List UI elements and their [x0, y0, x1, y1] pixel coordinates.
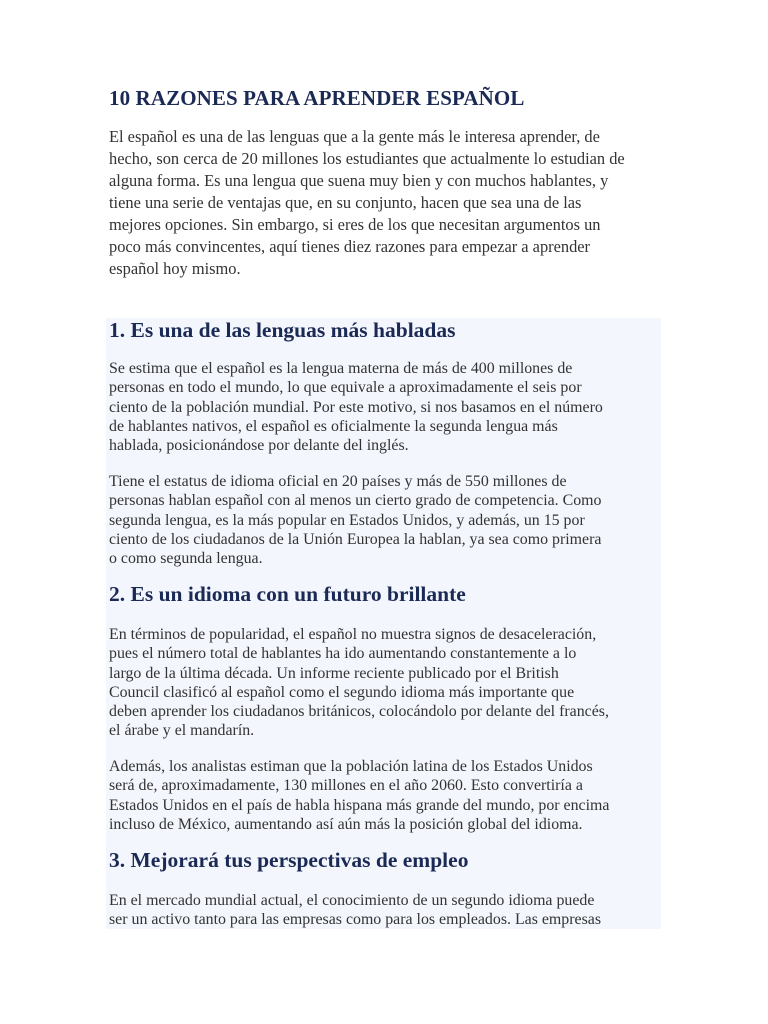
- intro-paragraph: [109, 126, 669, 280]
- text-line: poco más convincentes, aquí tienes diez razones para empezar a aprender: [109, 237, 591, 256]
- text-line: incluso de México, aumentando así aún más la posición global del idioma.: [109, 815, 583, 833]
- document-title: 10 RAZONES PARA APRENDER ESPAÑOL: [109, 86, 525, 110]
- text-line: Council clasificó al español como el segundo idioma más importante que: [109, 683, 575, 701]
- text-line: deben aprender los ciudadanos británicos, colocándolo por delante del francés,: [109, 703, 609, 721]
- text-line: alguna forma. Es una lengua que suena muy bien y con muchos hablantes, y: [109, 171, 609, 190]
- text-line: largo de la última década. Un informe reciente publicado por el British: [109, 664, 559, 682]
- section-2-paragraph-2: [109, 757, 661, 834]
- section-heading-3: 3. Mejorará tus perspectivas de empleo: [109, 848, 469, 872]
- text-line: español hoy mismo.: [109, 259, 241, 278]
- text-line: En el mercado mundial actual, el conocimiento de un segundo idioma puede: [109, 892, 595, 909]
- text-line: En términos de popularidad, el español no muestra signos de desaceleración,: [109, 626, 597, 643]
- text-line: Además, los analistas estiman que la población latina de los Estados Unidos: [109, 758, 593, 775]
- text-line: hablada, posicionándose por delante del inglés.: [109, 437, 409, 455]
- text-line: pues el número total de hablantes ha ido aumentando constantemente a lo: [109, 645, 577, 663]
- text-line: ciento de los ciudadanos de la Unión Europea la hablan, ya sea como primera: [109, 530, 602, 548]
- section-heading-2: 2. Es un idioma con un futuro brillante: [109, 582, 466, 606]
- text-line: segunda lengua, es la más popular en Estados Unidos, y además, un 15 por: [109, 511, 585, 529]
- section-2-paragraph-1: [109, 625, 661, 741]
- text-line: Estados Unidos en el país de habla hispana más grande del mundo, por encima: [109, 796, 610, 814]
- text-line: tiene una serie de ventajas que, en su conjunto, hacen que sea una de las: [109, 193, 582, 212]
- text-line: hecho, son cerca de 20 millones los estudiantes que actualmente lo estudian de: [109, 149, 625, 168]
- section-3-paragraph-1: [109, 891, 661, 929]
- text-line: Se estima que el español es la lengua materna de más de 400 millones de: [109, 360, 573, 377]
- text-line: personas en todo el mundo, lo que equivale a aproximadamente el seis por: [109, 379, 582, 397]
- text-line: personas hablan español con al menos un cierto grado de competencia. Como: [109, 492, 602, 510]
- text-line: ciento de la población mundial. Por este motivo, si nos basamos en el número: [109, 398, 603, 416]
- section-1-paragraph-1: [109, 359, 661, 455]
- text-line: o como segunda lengua.: [109, 550, 263, 568]
- text-line: de hablantes nativos, el español es oficialmente la segunda lengua más: [109, 417, 558, 435]
- text-line: el árabe y el mandarín.: [109, 722, 255, 740]
- text-line: será de, aproximadamente, 130 millones en el año 2060. Esto convertiría a: [109, 777, 583, 795]
- text-line: ser un activo tanto para las empresas como para los empleados. Las empresas: [109, 911, 601, 929]
- text-line: El español es una de las lenguas que a la gente más le interesa aprender, de: [109, 127, 600, 146]
- section-heading-1: 1. Es una de las lenguas más habladas: [109, 318, 456, 342]
- text-line: mejores opciones. Sin embargo, si eres de los que necesitan argumentos un: [109, 215, 601, 234]
- text-line: Tiene el estatus de idioma oficial en 20 países y más de 550 millones de: [109, 473, 567, 490]
- sections-panel: [106, 318, 661, 929]
- section-1-paragraph-2: [109, 472, 661, 568]
